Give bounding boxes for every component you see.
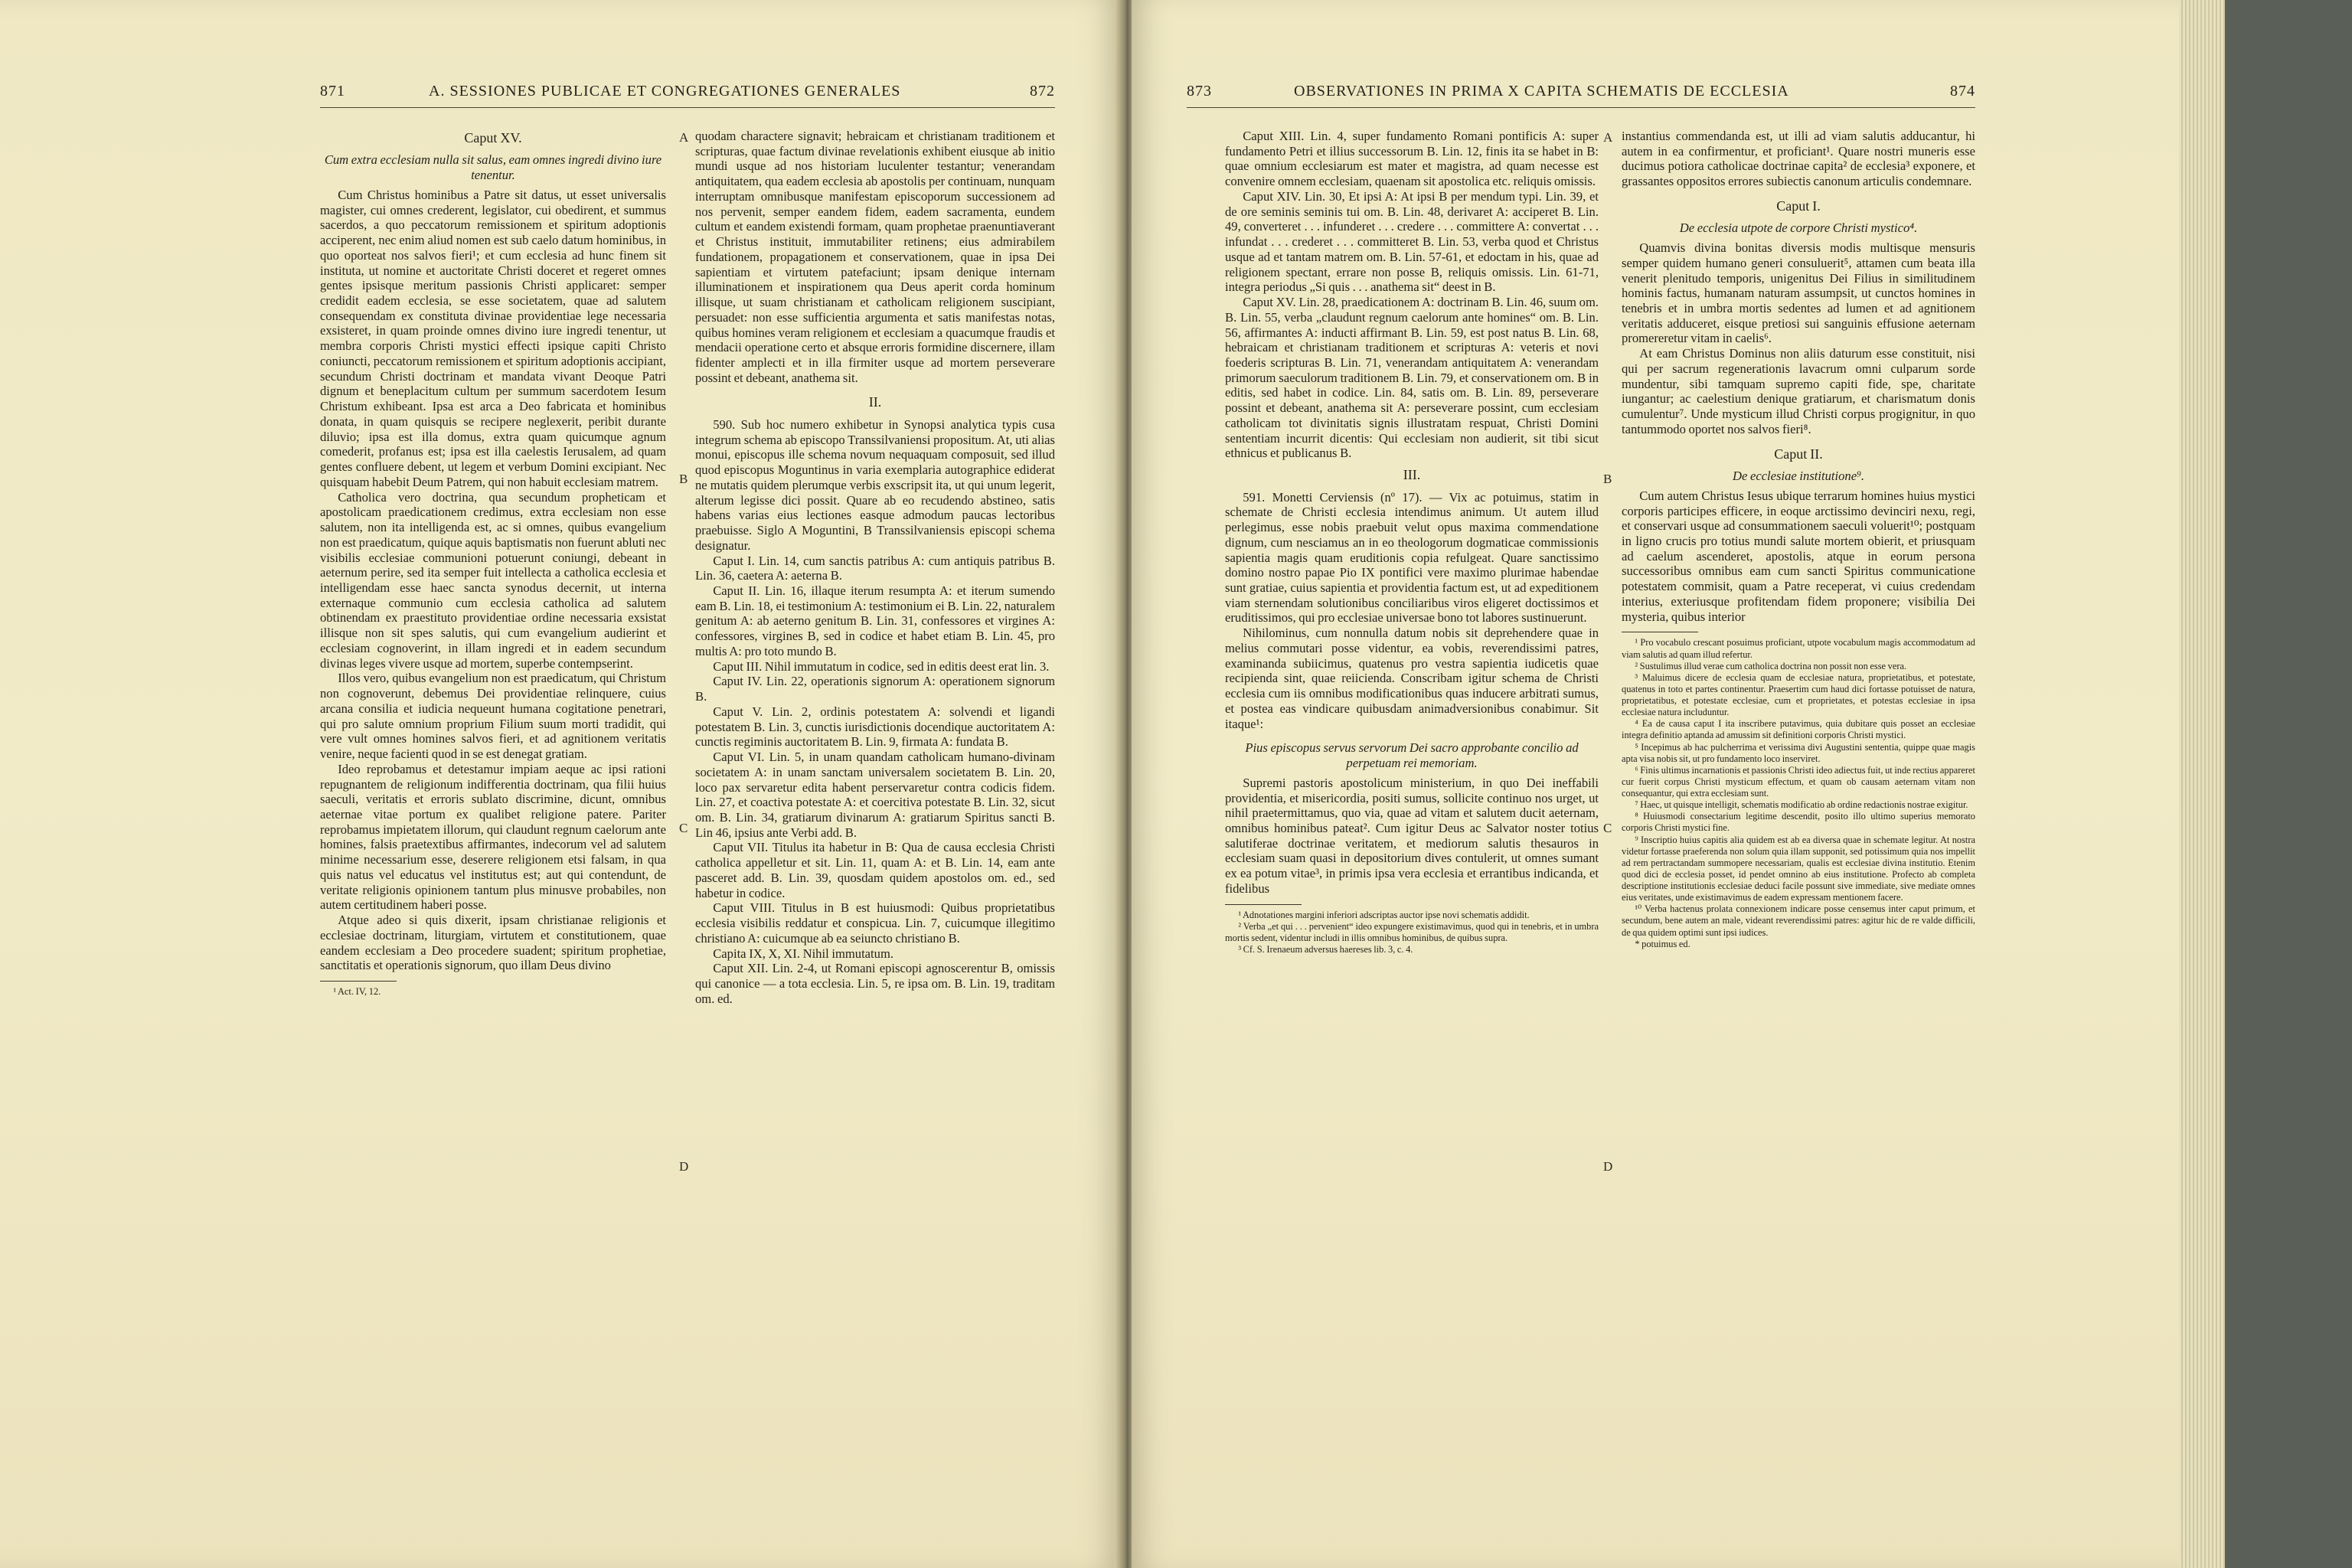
footnote: ³ Cf. S. Irenaeum adversus haereses lib. 3, c. 4. [1238, 944, 1413, 956]
paragraph: Catholica vero doctrina, qua secundum propheticam et apostolicam praedicationem credimus, extra ecclesiam non esse salutem, non ita intelligenda est, ac si omnes, quibus evangelium non est praedicatum, quique aquis baptismatis non fuerunt abluti nec visibilis ecclesiae communioni potuerunt coniungi, debeant in aeternum perire, sed ita semper fuit intellecta a catholica ecclesia et intelligendam esse haec sancta synodus decernit, ut interna externaque communio cum ecclesia catholica ad salutem obtinendam ex praestituto providentiae ordine necessaria exsistat illisque non sit spes salutis, qui cum evangelium audierint et ecclesiam cognoverint, in illam ingredi et in eadem secundum divinas leges vivere usque ad mortem, superbe contempserint. [320, 489, 666, 671]
caput-i-subtitle: De ecclesia utpote de corpore Christi mystico⁴. [1679, 220, 1918, 236]
variant-reading: Caput XV. Lin. 28, praedicationem A: doctrinam B. Lin. 46, suum om. B. Lin. 55, verba „claudunt regnum caelorum ante homines“ om. B. Lin. 56, affirmantes A: inducti affirmant B. Lin. 59, est post natus B. Lin. 68, hebraicam et christianam traditionem et scripturas A: veteris et novi foederis scripturas B. Lin. 71, venerandam antiquitatem A: venerandam primorum saeculorum traditionem B. Lin. 79, et conservationem om. B in editis, sed habet in codice. Lin. 84, satis om. B. Lin. 89, perseverare possint et debeant, anathema sit A: perseverare possint, cum ecclesiam catholicam tot divinitatis signis illustratam respuat, Christi Domini sententiam incurrit dicentis: Qui ecclesiam non audierit, sit tibi sicut ethnicus et publicanus B. [1225, 295, 1599, 461]
footnote: ¹ Act. IV, 12. [333, 986, 381, 998]
variant-reading: Caput II. Lin. 16, illaque iterum resumpta A: et iterum sumendo eam B. Lin. 18, ei testimonium A: testimonium ei B. Lin. 22, naturalem genitum A: ab aeterno genitum B. Lin. 31, confessores et virgines A: confessores, virgines B, sed in codice et habet etiam B. Lin. 45, pro multis A: pro toto mundo B. [695, 583, 1055, 658]
footnotes [320, 986, 666, 998]
paragraph: Atque adeo si quis dixerit, ipsam christianae religionis et ecclesiae doctrinam, liturgiam, virtutem et constitutionem, quae eandem ecclesiam a Deo procedere suadent; spiritum prophetiae, sanctitatis et operationis signorum, quo illam Deus divino [320, 913, 666, 973]
footnote: ³ Maluimus dicere de ecclesia quam de ecclesiae natura, proprietatibus, et potestate, quatenus in toto et partes continentur. Praesertim cum haud dici fortasse potuisset de natura, proprietatibus, et potestate ecclesiae, cum et proprietates, et potestas ecclesiae in ipsa ecclesiae natura includuntur. [1622, 671, 1975, 718]
right-page-column-1 [1225, 129, 1599, 956]
footnote: ⁵ Incepimus ab hac pulcherrima et verissima divi Augustini sententia, quippe quae magis apta visa nobis sit, ut pro fundamento loco inserviret. [1622, 741, 1975, 764]
section-heading-ii: II. [868, 394, 882, 410]
variant-reading: Caput I. Lin. 14, cum sanctis patribus A: cum antiquis patribus B. Lin. 36, caetera A: aeterna B. [695, 553, 1055, 583]
caput-xv-subtitle: Cum extra ecclesiam nulla sit salus, eam omnes ingredi divino iure tenentur. [324, 152, 662, 183]
paragraph: Cum Christus hominibus a Patre sit datus, ut esset universalis magister, cui omnes crederent, legislator, cui obedirent, et summus sacerdos, a quo peccatorum remissionem et spiritum adoptionis acciperent, nec enim aliud nomen est sub caelo datum hominibus, in quo oporteat nos salvos fieri¹; et cum ecclesia ad hunc finem sit instituta, ut nomine et auctoritate Christi doceret et regeret omnes gentes ipsisque meritum passionis Christi applicaret: semper credidit eadem ecclesia, se esse societatem, quae ad salutem consequendam ex constituta divinae providentiae lege necessaria exsisteret, in quam proinde omnes divino iure ingredi tenentur, ut membra corporis Christi mystici effecti ipsique capiti Christo coniuncti, peccatorum remissionem et spiritum adoptionis accipiant, secundum Christi doctrinam et mandata vivant Deoque Patri dignum et beneplacitum cultum per summum sacerdotem Iesum Christum exhibeant. Ipsa est arca a Deo fabricata et hominibus donata, in quam quisquis se recipere neglexerit, peribit durante diluvio; ipsa est illa domus, extra quam quicumque agnum comederit, profanus est; ipsa est illa caelestis Ierusalem, ad quam gentes confluere debent, ut legem et verbum Domini excipiant. Nec quisquam habebit Deum Patrem, qui non habuit ecclesiam matrem. [320, 187, 666, 489]
footnote-rule [320, 981, 397, 982]
running-head-left: A. SESSIONES PUBLICAE ET CONGREGATIONES GENERALES [429, 83, 901, 100]
footnote: ⁷ Haec, ut quisque intelligit, schematis modificatio ab ordine redactionis nostrae exigitur. [1635, 799, 1968, 811]
paragraph: Cum autem Christus Iesus ubique terrarum homines huius mystici corporis participes efficere, in eoque arctissimo devinciri nexu, regi, et conservari usque ad consummationem saeculi voluerit¹⁰; postquam in ligno crucis pro totius mundi salute mortem obierit, et priusquam ad caelum ascenderet, apostolis, atque in eorum persona successoribus omnibus eam cum sancti Spiritus communicatione potestatem commisit, quam a Patre receperat, vi cuius credendam interius, exteriusque profitendam fidem proponere; visibilia Dei mysteria, quibus interior [1622, 488, 1975, 624]
footnote: ¹ Adnotationes margini inferiori adscriptas auctor ipse novi schematis addidit. [1238, 909, 1530, 920]
margin-letter-d: D [1603, 1159, 1613, 1174]
right-running-header [1187, 77, 1975, 108]
margin-letter-d: D [679, 1159, 689, 1174]
variant-reading: Caput VI. Lin. 5, in unam quandam catholicam humano-divinam societatem A: in unam sanctam universalem societatem B. Lin. 20, loco pax servaretur edita habent perservaretur contra codicis fidem. Lin. 27, et coactiva potestate A: et coercitiva potestate B. Lin. 32, sicut om. B. Lin. 34, gratiarum divinarum A: gratiarum Spiritus sancti B. Lin 46, ipsius ante Verbi add. B. [695, 750, 1055, 840]
footnote: ² Verba „et qui . . . pervenient“ ideo expungere existimavimus, quod qui in tenebris, et in umbra mortis sedent, videntur includi in illis omnibus hominibus, de quibus supra. [1225, 920, 1599, 943]
footnotes [1622, 637, 1975, 949]
footnotes [1225, 910, 1599, 956]
margin-letter-b: B [679, 472, 688, 486]
left-page-column-1 [320, 129, 666, 998]
page-fore-edge [2179, 0, 2225, 1568]
variant-reading: Caput XIII. Lin. 4, super fundamento Romani pontificis A: super fundamento Petri et illius successorum B. Lin. 12, finis ita se habet in B: quae omnium ecclesiarum est mater et magistra, ad quam necesse est convenire omnem ecclesiam, quaenam sit apostolica etc. reliquis omissis. [1225, 129, 1599, 189]
section-heading-iii: III. [1403, 467, 1421, 483]
footnote: ⁴ Ea de causa caput I ita inscribere putavimus, quia dubitare quis posset an ecclesiae integra definitio aptanda ad amussim sit definitioni corporis Christi mystici. [1622, 718, 1975, 741]
variant-reading: Caput VIII. Titulus in B est huiusmodi: Quibus proprietatibus ecclesia visibilis reddatur et conspicua. Lin. 7, cuicumque illegitimo christiano A: cuicumque ab ea seiuncto christiano B. [695, 900, 1055, 946]
margin-letter-b: B [1603, 472, 1612, 486]
variant-reading: Caput VII. Titulus ita habetur in B: Qua de causa ecclesia Christi catholica appelletur et sit. Lin. 11, quam A: et B. Lin. 14, eam ante pasceret add. B. Lin. 39, quosdam quidem apostolos om. ed., sed habetur in codice. [695, 840, 1055, 900]
left-running-header [320, 77, 1055, 108]
page-number-873: 873 [1187, 83, 1212, 100]
footnote: ¹⁰ Verba hactenus prolata connexionem indicare posse censemus inter caput primum, et secundum, bene autem an male, videant reverendissimi patres: agitur hic de re valde difficili, de qua quidem optimi sunt ipsi iudices. [1622, 903, 1975, 938]
caput-ii-title: Caput II. [1774, 446, 1823, 462]
paragraph: Supremi pastoris apostolicum ministerium, in quo Dei ineffabili providentia, et misericordia, positi sumus, sollicite continuo nos urget, ut nihil praetermittamus, quo via, quae ad vitam et salutem ducit aeternam, omnibus hominibus pateat². Cum igitur Deus ac Salvator noster totius salutiferae doctrinae veritatem, et mediorum salutis thesauros in ecclesiam suam quasi in depositorium dives contulerit, ut omnes sumant ex ea potum vitae³, in primis ipsa vera ecclesia et errantibus indicanda, et fidelibus [1225, 775, 1599, 896]
page-number-874: 874 [1950, 83, 1975, 100]
paragraph: Ideo reprobamus et detestamur impiam aeque ac ipsi rationi repugnantem de religionum indifferentia doctrinam, qua filii huius saeculi, veritatis et erroris sublato discrimine, dicunt, omnibus aeternae vitae portum ex qualibet religione patere. Pariter reprobamus impietatem illorum, qui claudunt regnum caelorum ante homines, falsis praetextibus affirmantes, indecorum vel ad salutem minime necessarium esse, deserere religionem etsi falsam, in qua quis natus vel educatus vel institutus est; aut qui contendunt, de veritate religionis opinionem tantum plus minusve probabiles, non autem certitudinem haberi posse. [320, 761, 666, 913]
paragraph: At eam Christus Dominus non aliis daturum esse constituit, nisi qui per sacrum regenerationis lavacrum omni culparum sorde mundentur, sibi tamquam supremo capiti fide, spe, charitate iungantur; ac caelestium denique gratiarum, et charismatum donis cumulentur⁷. Unde mysticum illud Christi corpus progignitur, in quo tantummodo oportet nos salvos fieri⁸. [1622, 346, 1975, 436]
caput-i-title: Caput I. [1776, 198, 1821, 214]
left-page-column-2 [695, 129, 1055, 1007]
page-number-871: 871 [320, 83, 345, 100]
variant-reading: Caput V. Lin. 2, ordinis potestatem A: solvendi et ligandi potestatem B. Lin. 3, cunctis iurisdictionis docendique auctoritatem A: cunctis regiminis auctoritatem B. Lin. 9, firmata A: fundata B. [695, 704, 1055, 750]
paragraph-591: 591. Monetti Cerviensis (nº 17). — Vix ac potuimus, statim in schemate de Christi ecclesia intendimus animum. Ut autem illud perlegimus, esse nobis praebuit velut opus maxima commendatione dignum, cum nesciamus an in eo theologorum dogmaticae commissionis sapientia magis quam eruditionis copia refulgeat. Quare sanctissimo domino nostro papae Pio IX pontifici vere maximo plurimae habendae sunt gratiae, cuius sapientia et providentia factum est, ut ad expeditionem viam sternendam solutionibus conciliaribus viros eligeret doctissimos et eruditissimos, qui pro ecclesiae universae bono tot labores sustinuerunt. [1225, 489, 1599, 626]
variant-reading: Caput III. Nihil immutatum in codice, sed in editis deest erat lin. 3. [713, 658, 1050, 674]
papal-heading: Pius episcopus servus servorum Dei sacro approbante concilio ad perpetuam rei memoriam. [1245, 740, 1579, 771]
running-head-right: OBSERVATIONES IN PRIMA X CAPITA SCHEMATIS DE ECCLESIA [1294, 83, 1789, 100]
left-page [0, 0, 1119, 1568]
page-number-872: 872 [1030, 83, 1055, 100]
right-page-column-2 [1622, 129, 1975, 950]
right-page [1132, 0, 2179, 1568]
footnote: ⁶ Finis ultimus incarnationis et passionis Christi ideo adiectus fuit, ut inde rectius appareret cur fuerit corpus Christi mysticum effectum, et quam ob causam aeternam vitam non consequantur, qui extra ecclesiam sunt. [1622, 764, 1975, 799]
caput-ii-subtitle: De ecclesiae institutione⁹. [1732, 469, 1865, 484]
footnote: * potuimus ed. [1635, 938, 1690, 949]
margin-letter-a: A [679, 130, 689, 145]
footnote: ¹ Pro vocabulo crescant posuimus proficiant, utpote vocabulum magis accommodatum ad viam salutis ad quam illud refertur. [1622, 637, 1975, 660]
variant-reading: Caput XII. Lin. 2-4, ut Romani episcopi agnoscerentur B, omissis qui canonice — a tota ecclesia. Lin. 5, re ipsa om. B. Lin. 19, traditam om. ed. [695, 961, 1055, 1006]
margin-letter-c: C [679, 821, 688, 835]
footnote: ² Sustulimus illud verae cum catholica doctrina non possit non esse vera. [1635, 660, 1907, 671]
footnote: ⁸ Huiusmodi consectarium legitime descendit, posito illo ultimo superius memorato corporis Christi mystici fine. [1622, 811, 1975, 834]
paragraph-590: 590. Sub hoc numero exhibetur in Synopsi analytica typis cusa integrum schema ab episcopo Transsilvaniensi propositum. At, uti alias monui, episcopus ille schema novum nequaquam composuit, sed illud quod episcopus Moguntinus in varia exemplaria autographice ediderat ne mutatis quidem plerumque verbis exscripsit ita, ut qui unum legerit, alterum legisse dici possit. Quare ab eo recudendo abstineo, satis habens varias eius lectiones easque admodum paucas lectoribus praebuisse. Siglo A Moguntini, B Transsilvaniensis episcopi schema designatur. [695, 416, 1055, 553]
scan-backdrop-strip [2225, 0, 2352, 1568]
variant-reading: Caput IV. Lin. 22, operationis signorum A: operationem signorum B. [695, 674, 1055, 704]
margin-letter-a: A [1603, 130, 1613, 145]
paragraph: Quamvis divina bonitas diversis modis multisque mensuris semper quidem humano generi consuluerit⁵, attamen cum beata illa venerit plenitudo temporis, unigenitus Dei Filius in similitudinem hominis factus, humanam naturam assumpsit, ut cunctos homines in tenebris et in umbra mortis sedentes ad lumen et ad agnitionem veritatis adduceret, eisque pretiosi sui sanguinis effusione aeternam promereretur vitam in caelis⁶. [1622, 240, 1975, 346]
footnote: ⁹ Inscriptio huius capitis alia quidem est ab ea diversa quae in schemate legitur. At nostra videtur fortasse praeferenda non solum quia illam supponit, sed potissimum quia nos impellit ad rem pertractandam summopere necessariam, qualis est ecclesiae divina institutio. Etenim quod dici de ecclesia posset, id pendet omnino ab eius institutione. Profecto ab completa descriptione institutionis ecclesiae deduci facile possunt sive immediate, sive mediate omnes eius veritates, unde existimavimus de eadem expressam mentionem facere. [1622, 834, 1975, 903]
variant-reading: Capita IX, X, XI. Nihil immutatum. [713, 946, 894, 961]
caput-xv-title: Caput XV. [464, 130, 522, 145]
footnote-rule [1225, 904, 1302, 905]
paragraph: Illos vero, quibus evangelium non est praedicatum, qui Christum non cognoverunt, debemus Dei providentiae relinquere, cuius arcana consilia et iudicia nequeunt humana cogitatione penetrari, qui pro salute omnium proprium Filium suum morti tradidit, qui vere vult omnes homines salvos fieri, et ad agnitionem veritatis venire, neque facienti quod in se est denegat gratiam. [320, 671, 666, 762]
paragraph: Nihilominus, cum nonnulla datum nobis sit deprehendere quae in melius commutari posse videntur, ea vobis, reverendissimi patres, examinanda subiicimus, quatenus pro vestra sapientia iudicetis quae recipienda sint, quae reiicienda. Conscribam igitur schema de Christi ecclesia cum iis omnibus modificationibus quas inducere arbitrati sumus, et postea eas vindicare quibusdam animadversionibus conabimur. Sit itaque¹: [1225, 626, 1599, 731]
margin-letter-c: C [1603, 821, 1612, 835]
paragraph: instantius commendanda est, ut illi ad viam salutis adducantur, hi autem in ea confirmentur, et proficiant¹. Quare nostri muneris esse ducimus potiora catholicae doctrinae capita² de ecclesia³ exponere, et grassantes oppositos errores subiectis canonum articulis condemnare. [1622, 129, 1975, 189]
paragraph: quodam charactere signavit; hebraicam et christianam traditionem et scripturas, quae factum divinae revelationis exhibent eiusque ab initio mundi usque ad nos historiam luculenter testantur; venerandam antiquitatem, qua eadem ecclesia ab apostolis per continuam, nunquam interruptam omnibusque manifestam episcoporum successionem ad nos pervenit, semper eandem fidem, eadem sacramenta, eundem cultum et eandem existendi formam, quam prophetae praenuntiaverant et Christus instituit, immutabiliter retinens; eius admirabilem fundationem, propagationem et conservationem, quae in ipsa Dei sapientiam et virtutem patefaciunt; ipsam denique internam illuminationem et inspirationem qua Deus aperit corda hominum illisque, ut suam christianam et catholicam religionem suscipiant, persuadet: non esse sufficientia argumenta et satis manifestas notas, quibus homines veram religionem et ecclesiam a quacumque fraudis et mendacii operatione certo et absque erroris formidine discernere, illam fidenter amplecti et in illa firmiter usque ad mortem perseverare possint et debeant, anathema sit. [695, 129, 1055, 385]
variant-reading: Caput XIV. Lin. 30, Et ipsi A: At ipsi B per mendum typi. Lin. 39, et de ore seminis seminis tui om. B. Lin. 48, derivaret A: acciperet B. Lin. 49, converteret . . . infunderet . . . credere . . . committere A: convertat . . . infundat . . . crederet . . . committeret B. Lin. 53, verba quod et Christus usque ad et tantam matrem om. B. Lin. 57-61, et edoctam in his, quae ad religionem spectant, errare non posse B, reliquis omissis. Lin. 61-71, integra periodus „Si quis . . . anathema sit“ deest in B. [1225, 188, 1599, 295]
